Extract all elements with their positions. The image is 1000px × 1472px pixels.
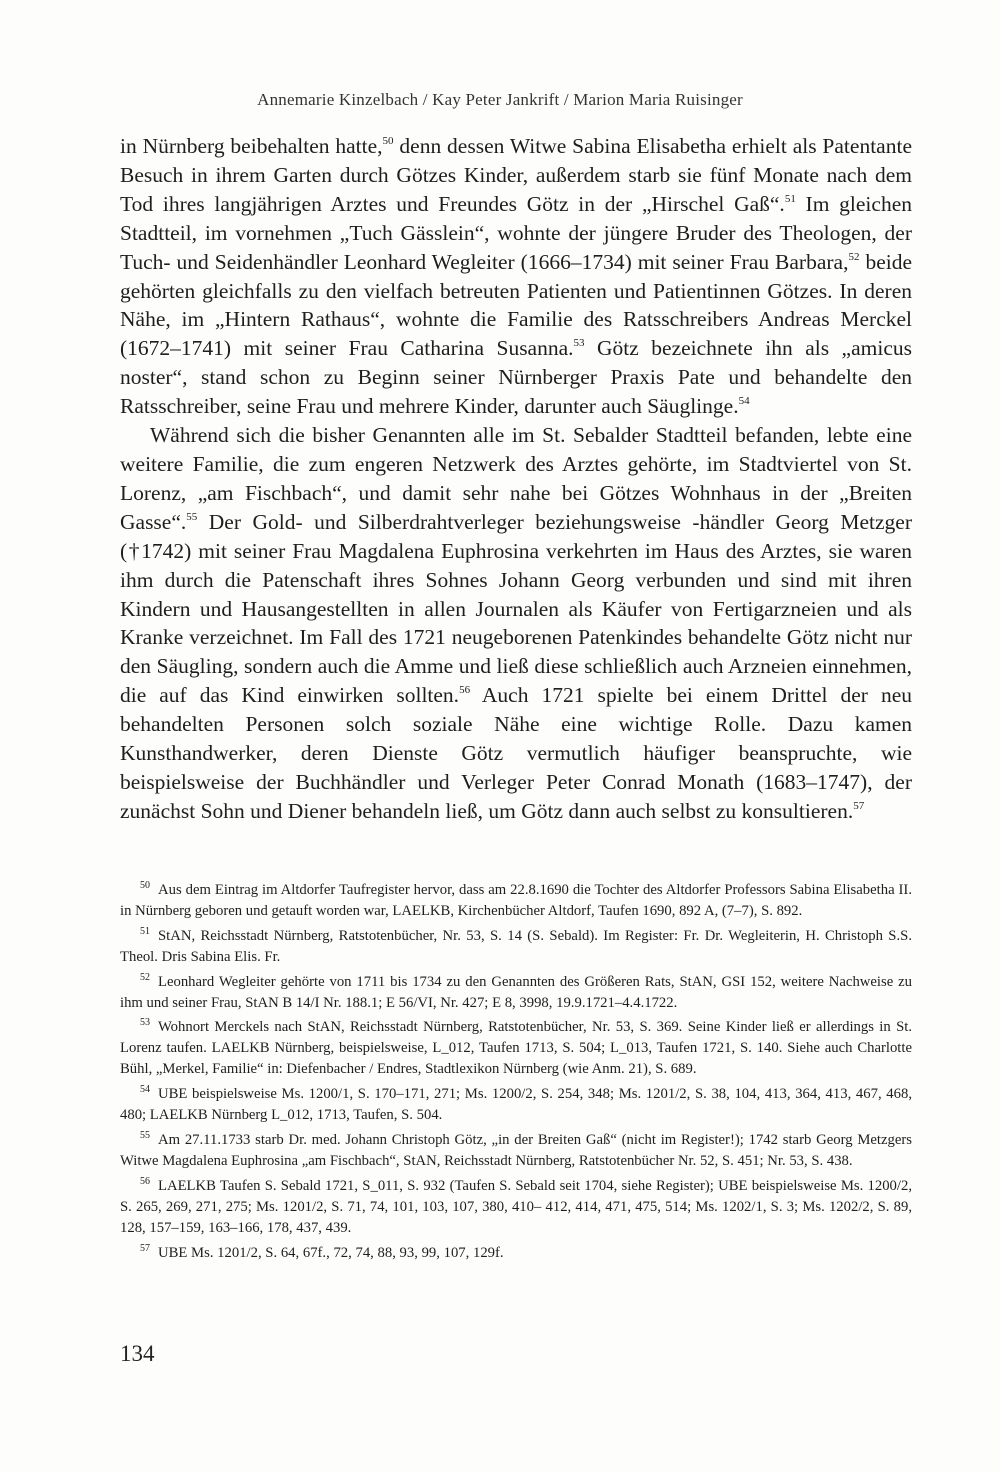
- footnote-number: 52: [140, 971, 150, 983]
- footnote: [120, 1176, 912, 1239]
- main-text: [120, 132, 912, 826]
- paragraph: Während sich die bisher Genannten alle im St. Sebalder Stadtteil befanden, lebte eine weitere Familie, die zum engeren Netzwerk des Arztes gehörte, im Stadtviertel von St. Lorenz, „am Fischbach“, und damit sehr nahe bei Götzes Wohnhaus in der „Breiten Gasse“.$^{55}$ Der Gold- und Silberdrahtverleger beziehungsweise -händler Georg Metzger (†1742) mit seiner Frau Magdalena Euphrosina verkehrten im Haus des Arztes, sie waren ihm durch die Patenschaft ihres Sohnes Johann Georg verbunden und sind mit ihren Kindern und Hausangestellten in allen Journalen als Käufer von Fertigarzneien und als Kranke verzeichnet. Im Fall des 1721 neugeborenen Patenkindes behandelte Götz nicht nur den Säugling, sondern auch die Amme und ließ diese schließlich auch Arzneien einnehmen, die auf das Kind einwirken sollten.$^{56}$ Auch 1721 spielte bei einem Drittel der neu behandelten Personen solch soziale Nähe eine wichtige Rolle. Dazu kamen Kunsthandwerker, deren Dienste Götz vermutlich häufiger beanspruchte, wie beispielsweise der Buchhändler und Verleger Peter Conrad Monath (1683–1747), der zunächst Sohn und Diener behandeln ließ, um Götz dann auch selbst zu konsultieren.$^{57}$: [120, 423, 912, 823]
- footnote-number: 53: [140, 1017, 150, 1029]
- footnote: [120, 1084, 912, 1126]
- footnote-ref[interactable]: 57: [853, 799, 865, 812]
- footnote-ref[interactable]: 52: [848, 250, 860, 263]
- footnote-text: Aus dem Eintrag im Altdorfer Taufregister hervor, dass am 22.8.1690 die Tochter des Altdorfer Professors Sabina Elisabetha II. in Nürnberg geboren und getauft worden war, LAELKB, Kirchenbücher Altdorf, Taufen 1690, 892 A, (7–7), S. 892.: [120, 882, 912, 919]
- footnote: [120, 1130, 912, 1172]
- footnote-text: UBE beispielsweise Ms. 1200/1, S. 170–171, 271; Ms. 1200/2, S. 254, 348; Ms. 1201/2, S. 38, 104, 413, 364, 413, 467, 468, 480; LAELKB Nürnberg L_012, 1713, Taufen, S. 504.: [120, 1086, 912, 1124]
- footnote: [120, 880, 912, 922]
- footnote-number: 55: [140, 1129, 150, 1141]
- footnote: [120, 926, 912, 968]
- footnote-text: Am 27.11.1733 starb Dr. med. Johann Christoph Götz, „in der Breiten Gaß“ (nicht im Register!); 1742 starb Georg Metzgers Witwe Magdalena Euphrosina „am Fischbach“, StAN, Reichsstadt Nürnberg, Ratstotenbücher Nr. 52, S. 451; Nr. 53, S. 438.: [120, 1131, 912, 1169]
- page-number: 134: [120, 1341, 155, 1366]
- footnote-number: 57: [140, 1242, 150, 1254]
- footnote-ref[interactable]: 54: [738, 395, 750, 408]
- footnote-ref[interactable]: 53: [573, 337, 585, 350]
- footnote-number: 56: [140, 1175, 150, 1187]
- footnote-ref[interactable]: 50: [382, 135, 394, 147]
- footnote-text: Wohnort Merckels nach StAN, Reichsstadt Nürnberg, Ratstotenbücher, Nr. 53, S. 369. Seine Kinder ließ er allerdings in St. Lorenz taufen. LAELKB Nürnberg, beispielsweise, L_012, Taufen 1713, S. 504; L_013, Taufen 1721, S. 140. Siehe auch Charlotte Bühl, „Merkel, Familie“ in: Diefenbacher / Endres, Stadtlexikon Nürnberg (wie Anm. 21), S. 689.: [120, 1019, 912, 1078]
- footnote: [120, 972, 912, 1014]
- footnote-text: StAN, Reichsstadt Nürnberg, Ratstotenbücher, Nr. 53, S. 14 (S. Sebald). Im Register: Fr. Dr. Wegleiterin, H. Christoph S.S. Theol. Dris Sabina Elis. Fr.: [120, 927, 912, 965]
- paragraph: in Nürnberg beibehalten hatte,$^{50}$ denn dessen Witwe Sabina Elisabetha erhielt als Patentante Besuch in ihrem Garten durch Götzes Kinder, außerdem starb sie fünf Monate nach dem Tod ihres langjährigen Arztes und Freundes Götz in der „Hirschel Gaß“.$^{51}$ Im gleichen Stadtteil, im vornehmen „Tuch Gässlein“, wohnte der jüngere Bruder des Theologen, der Tuch- und Seidenhändler Leonhard Wegleiter (1666–1734) mit seiner Frau Barbara,$^{52}$ beide gehörten gleichfalls zu den vielfach betreuten Patienten und Patientinnen Götzes. In deren Nähe, im „Hintern Rathaus“, wohnte die Familie des Ratsschreibers Andreas Merckel (1672–1741) mit seiner Frau Catharina Susanna.$^{53}$ Götz bezeichnete ihn als „amicus noster“, stand schon zu Beginn seiner Nürnberger Praxis Pate und behandelte den Ratsschreiber, seine Frau und mehrere Kinder, darunter auch Säuglinge.$^{54}$: [120, 134, 912, 419]
- footnote-text: Leonhard Wegleiter gehörte von 1711 bis 1734 zu den Genannten des Größeren Rats, StAN, GSI 152, weitere Nachweise zu ihm und seiner Frau, StAN B 14/I Nr. 188.1; E 56/VI, Nr. 427; E 8, 3998, 19.9.1721–4.4.1722.: [120, 973, 912, 1011]
- footnote-text: LAELKB Taufen S. Sebald 1721, S_011, S. 932 (Taufen S. Sebald seit 1704, siehe Register); UBE beispielsweise Ms. 1200/2, S. 265, 269, 271, 275; Ms. 1201/2, S. 71, 74, 101, 103, 107, 380, 410– 412, 414, 471, 475, 514; Ms. 1202/1, S. 3; Ms. 1202/2, S. 89, 128, 157–159, 163–166, 178, 437, 439.: [120, 1177, 912, 1236]
- footnote-ref[interactable]: 55: [186, 510, 198, 523]
- footnote-ref[interactable]: 56: [459, 684, 471, 697]
- running-head: Annemarie Kinzelbach / Kay Peter Jankrift / Marion Maria Ruisinger: [257, 90, 743, 109]
- footnote-number: 50: [140, 880, 150, 891]
- footnote-text: UBE Ms. 1201/2, S. 64, 67f., 72, 74, 88, 93, 99, 107, 129f.: [158, 1244, 504, 1261]
- footnote-number: 51: [140, 925, 150, 937]
- footnote-ref[interactable]: 51: [784, 192, 796, 205]
- footnote: [120, 1017, 912, 1080]
- footnote: [120, 1243, 912, 1264]
- footnote-number: 54: [140, 1084, 150, 1096]
- footnotes: [120, 880, 912, 1267]
